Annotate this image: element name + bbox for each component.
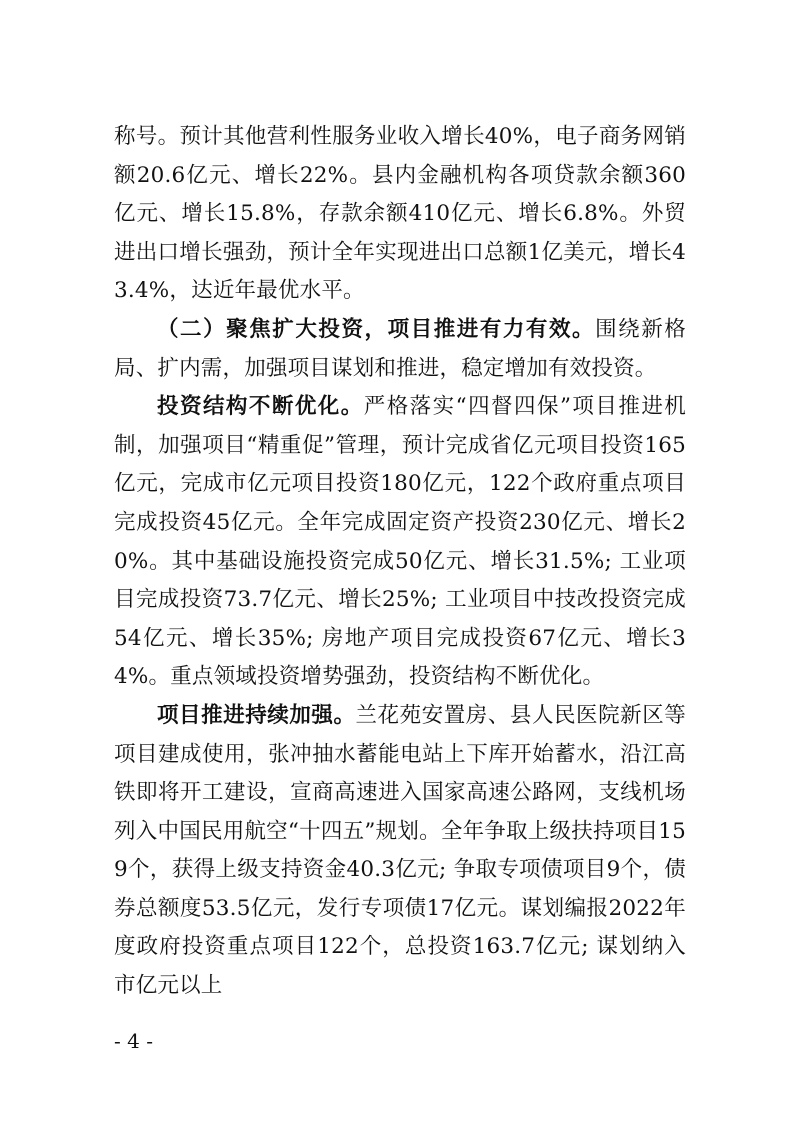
paragraph-investment-structure [114,388,686,697]
paragraph-continuation [114,118,686,311]
page-number: - 4 - [114,1029,153,1053]
paragraph-text: 严格落实“四督四保”项目推进机制，加强项目“精重促”管理，预计完成省亿元项目投资165亿元，完成市亿元项目投资180亿元，122个政府重点项目完成投资45亿元。全年完成固定资产投资230亿元、增长20%。其中基础设施投资完成50亿元、增长31.5%; 工业项目完成投资73.7亿元、增长25%; 工业项目中技改投资完成54亿元、增长35%; 房地产项目完成投资67亿元、增长34%。重点领域投资增势强劲，投资结构不断优化。 [114,394,686,690]
paragraph-lead: 项目推进持续加强。 [157,702,356,728]
paragraph-text: 兰花苑安置房、县人民医院新区等项目建成使用，张冲抽水蓄能电站上下库开始蓄水，沿江高铁即将开工建设，宣商高速进入国家高速公路网，支线机场列入中国民用航空“十四五”规划。全年争取上级扶持项目159个，获得上级支持资金40.3亿元; 争取专项债项目9个，债券总额度53.5亿元，发行专项债17亿元。谋划编报2022年度政府投资重点项目122个，总投资163.7亿元; 谋划纳入市亿元以上 [114,702,686,999]
paragraph-section-two [114,311,686,388]
paragraph-lead: 投资结构不断优化。 [157,394,364,420]
document-body [114,118,686,1006]
paragraph-text: 围绕新格局、扩内需，加强项目谋划和推进，稳定增加有效投资。 [114,316,686,381]
paragraph-text: 称号。预计其他营利性服务业收入增长40%，电子商务网销额20.6亿元、增长22%。县内金融机构各项贷款余额360亿元、增长15.8%，存款余额410亿元、增长6.8%。外贸进出口增长强劲，预计全年实现进出口总额1亿美元，增长43.4%，达近年最优水平。 [114,124,686,304]
paragraph-project-progress [114,697,686,1006]
section-heading: （二）聚焦扩大投资，项目推进有力有效。 [157,316,596,342]
